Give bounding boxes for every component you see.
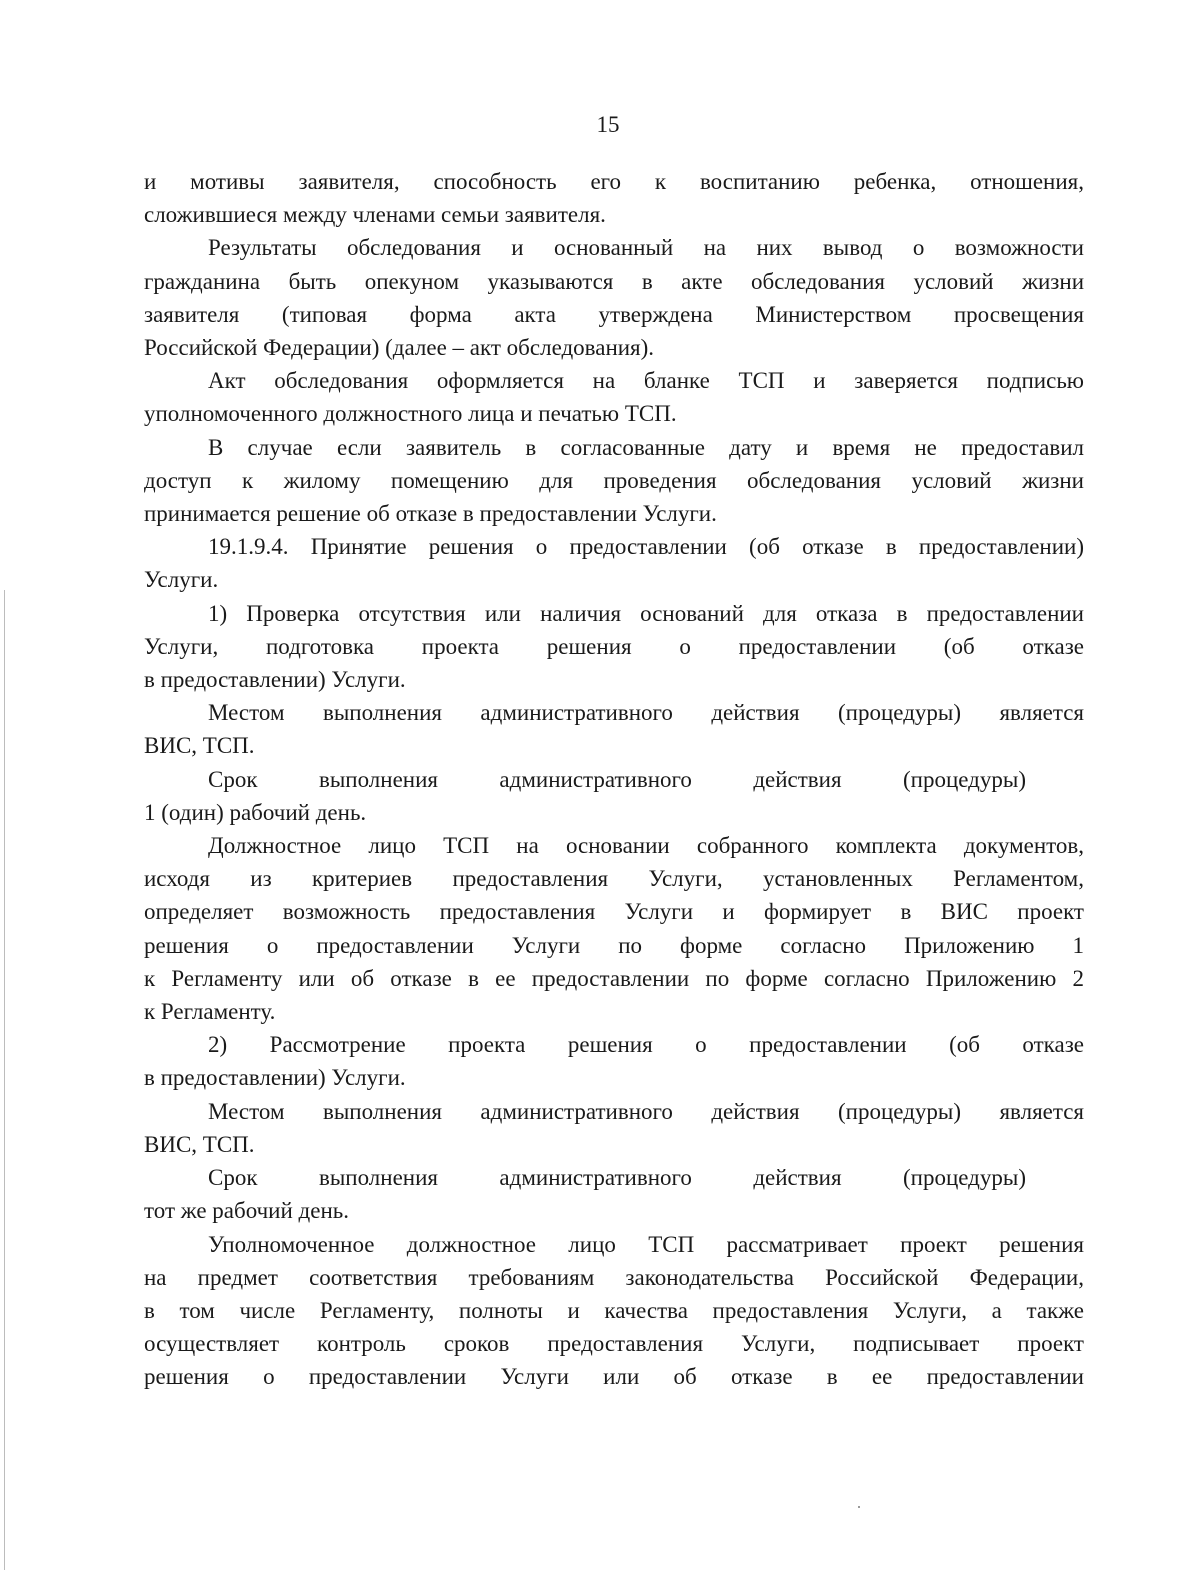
text-line: гражданина быть опекуном указываются в акте обследования условий жизни (144, 268, 1084, 294)
text-line: решения о предоставлении Услуги или об отказе в ее предоставлении (144, 1364, 1084, 1390)
text-line: Российской Федерации) (далее – акт обследования). (144, 335, 655, 361)
text-line: Местом выполнения административного действия (процедуры) является (208, 1098, 1084, 1124)
text-line: ВИС, ТСП. (144, 733, 255, 759)
text-line: В случае если заявитель в согласованные дату и время не предоставил (208, 434, 1084, 460)
text-line: решения о предоставлении Услуги по форме согласно Приложению 1 (144, 932, 1084, 958)
text-line: доступ к жилому помещению для проведения обследования условий жизни (144, 467, 1084, 493)
scan-dust-mark (858, 1506, 860, 1508)
text-line: тот же рабочий день. (144, 1198, 350, 1224)
text-line: к Регламенту. (144, 999, 276, 1025)
body-text (144, 165, 1084, 1394)
text-line: Уполномоченное должностное лицо ТСП рассматривает проект решения (208, 1231, 1084, 1257)
text-line: в том числе Регламенту, полноты и качества предоставления Услуги, а также (144, 1297, 1084, 1323)
text-line: 2) Рассмотрение проекта решения о предоставлении (об отказе (208, 1032, 1084, 1058)
text-line: Срок выполнения административного действия (процедуры) (208, 1165, 1026, 1191)
text-line: 19.1.9.4. Принятие решения о предоставлении (об отказе в предоставлении) (208, 534, 1084, 560)
text-line: на предмет соответствия требованиям законодательства Российской Федерации, (144, 1264, 1084, 1290)
text-line: ВИС, ТСП. (144, 1131, 255, 1157)
text-line: Услуги. (144, 567, 219, 593)
text-line: и мотивы заявителя, способность его к воспитанию ребенка, отношения, (144, 169, 1084, 194)
text-line: Услуги, подготовка проекта решения о предоставлении (об отказе (144, 633, 1084, 659)
text-line: 1 (один) рабочий день. (144, 799, 367, 825)
text-line: исходя из критериев предоставления Услуги, установленных Регламентом, (144, 866, 1084, 892)
text-line: уполномоченного должностного лица и печатью ТСП. (144, 401, 677, 427)
text-line: определяет возможность предоставления Услуги и формирует в ВИС проект (144, 899, 1084, 925)
text-line: осуществляет контроль сроков предоставления Услуги, подписывает проект (144, 1331, 1084, 1357)
text-line: 1) Проверка отсутствия или наличия оснований для отказа в предоставлении (208, 600, 1084, 626)
text-line: Акт обследования оформляется на бланке ТСП и заверяется подписью (208, 368, 1084, 394)
text-line: в предоставлении) Услуги. (144, 1065, 406, 1091)
text-line: заявителя (типовая форма акта утверждена Министерством просвещения (144, 301, 1084, 327)
page-number: 15 (596, 112, 620, 137)
text-line: сложившиеся между членами семьи заявителя. (144, 202, 606, 228)
scan-edge-line (4, 590, 5, 1570)
text-line: Результаты обследования и основанный на них вывод о возможности (208, 235, 1084, 261)
text-line: Должностное лицо ТСП на основании собранного комплекта документов, (208, 833, 1084, 859)
text-line: Срок выполнения административного действия (процедуры) (208, 766, 1026, 792)
text-line: к Регламенту или об отказе в ее предоставлении по форме согласно Приложению 2 (144, 965, 1084, 991)
text-line: в предоставлении) Услуги. (144, 667, 406, 693)
text-line: принимается решение об отказе в предоставлении Услуги. (144, 501, 717, 527)
text-line: Местом выполнения административного действия (процедуры) является (208, 700, 1084, 726)
